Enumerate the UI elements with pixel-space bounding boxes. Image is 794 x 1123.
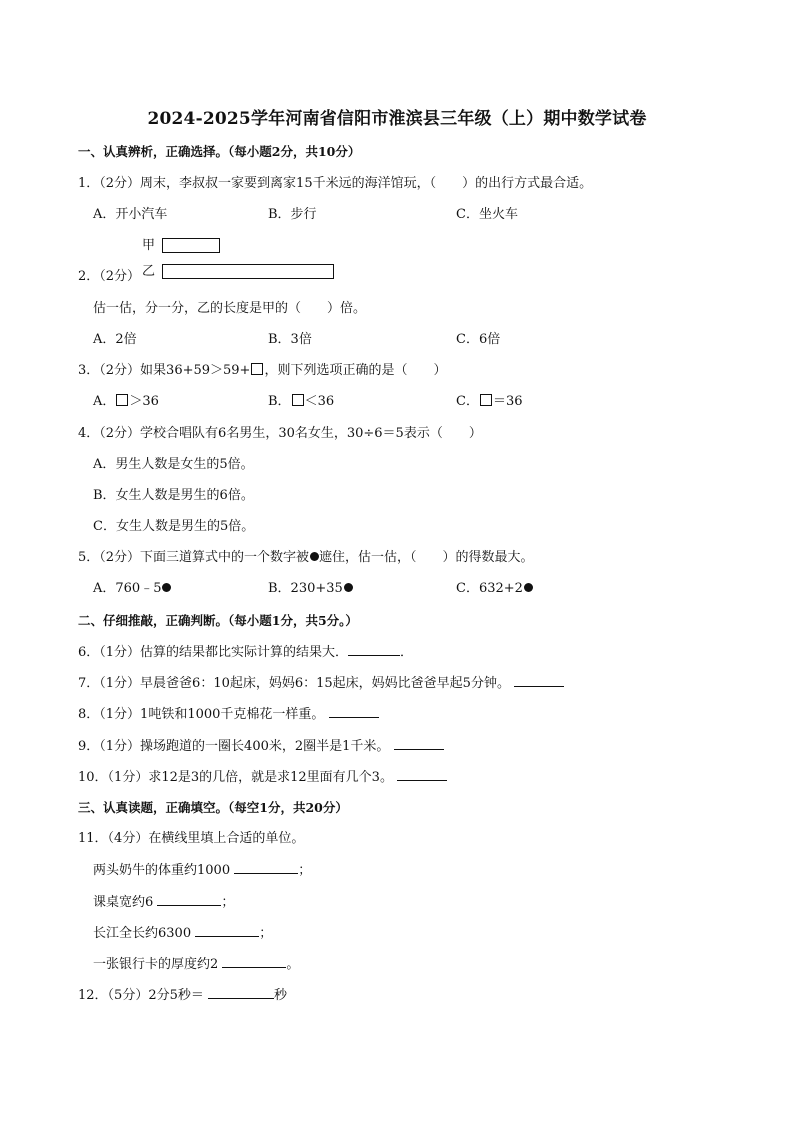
option-a-text: ＞36 [129,394,159,409]
question-11-line-1 [93,861,311,880]
option-b-text: B．230+35 [268,581,343,596]
end-mark: 。 [286,957,300,972]
question-3-option-b[interactable] [268,393,334,411]
question-7-text: 7．（1分）早晨爸爸6：10起床，妈妈6：15起床，妈妈比爸爸早起5分钟。 [78,676,510,691]
label-jia: 甲 [142,238,156,253]
bar-jia [162,238,220,253]
answer-blank[interactable] [208,986,274,999]
semicolon: ； [259,926,273,941]
box-icon [292,394,304,406]
answer-blank[interactable] [222,955,286,968]
question-3-stem [78,362,446,380]
answer-blank[interactable] [157,893,221,906]
question-3-stem-post: ，则下列选项正确的是（ ） [264,363,447,378]
section-2-heading: 二、仔细推敲，正确判断。（每小题1分，共5分。） [78,613,358,628]
option-a-prefix: A． [93,394,116,409]
question-4-option-c[interactable]: C．女生人数是男生的5倍。 [93,519,255,534]
filled-dot-icon [524,583,533,592]
question-12-text: 12．（5分）2分5秒＝ [78,988,204,1003]
question-3-option-a[interactable] [93,393,159,411]
question-11-line-3 [93,924,272,943]
option-b-text: ＜36 [304,394,335,409]
answer-blank[interactable] [514,674,564,687]
filled-dot-icon [344,583,353,592]
question-1-option-a[interactable]: A．开小汽车 [93,207,168,222]
question-8-text: 8．（1分）1吨铁和1000千克棉花一样重。 [78,707,325,722]
option-c-prefix: C． [456,394,479,409]
question-5-option-a[interactable] [93,580,171,598]
question-11-line-4 [93,955,299,974]
label-yi: 乙 [142,264,156,279]
line-3-text: 长江全长约6300 [93,926,192,941]
question-5-option-b[interactable] [268,580,353,598]
answer-blank[interactable] [348,643,400,656]
question-4-stem: 4．（2分）学校合唱队有6名男生，30名女生，30÷6＝5表示（ ） [78,426,482,441]
option-c-text: C．632+2 [456,581,523,596]
semicolon: ； [298,863,312,878]
question-1-option-b[interactable]: B．步行 [268,207,317,222]
question-2-number: 2．（2分） [78,269,141,284]
box-icon [480,394,492,406]
section-3-heading: 三、认真读题，正确填空。（每空1分，共20分） [78,800,348,815]
question-3-stem-pre: 3．（2分）如果36+59＞59+ [78,363,251,378]
question-11-stem: 11．（4分）在横线里填上合适的单位。 [78,831,305,846]
bar-yi [162,264,334,279]
question-3-option-c[interactable] [456,393,523,411]
answer-blank[interactable] [394,737,444,750]
semicolon: ； [221,895,235,910]
question-11-line-2 [93,893,234,912]
question-2-stem: 估一估，分一分，乙的长度是甲的（ ）倍。 [93,301,367,316]
box-icon [251,363,263,375]
page-title: 2024-2025学年河南省信阳市淮滨县三年级（上）期中数学试卷 [147,109,647,129]
period: ． [400,645,414,660]
question-4-option-b[interactable]: B．女生人数是男生的6倍。 [93,488,254,503]
question-10 [78,768,447,787]
unit-seconds: 秒 [274,988,288,1003]
question-6-text: 6．（1分）估算的结果都比实际计算的结果大． [78,645,349,660]
line-1-text: 两头奶牛的体重约1000 [93,863,231,878]
answer-blank[interactable] [397,768,447,781]
line-4-text: 一张银行卡的厚度约2 [93,957,219,972]
question-2-option-c[interactable]: C．6倍 [456,332,501,347]
answer-blank[interactable] [234,861,298,874]
answer-blank[interactable] [329,705,379,718]
question-5-stem-pre: 5．（2分）下面三道算式中的一个数字被 [78,550,310,565]
question-7 [78,674,564,693]
question-5-option-c[interactable] [456,580,533,598]
question-5-stem [78,549,534,567]
question-6 [78,643,413,662]
question-2-option-a[interactable]: A．2倍 [93,332,137,347]
filled-dot-icon [310,552,319,561]
option-c-text: ＝36 [492,394,523,409]
question-1-option-c[interactable]: C．坐火车 [456,207,518,222]
option-b-prefix: B． [268,394,291,409]
option-a-text: A．760﹣5 [93,581,162,596]
question-4-option-a[interactable]: A．男生人数是女生的5倍。 [93,457,254,472]
question-2-option-b[interactable]: B．3倍 [268,332,312,347]
section-1-heading: 一、认真辨析，正确选择。（每小题2分，共10分） [78,144,361,159]
box-icon [116,394,128,406]
question-1-stem: 1．（2分）周末，李叔叔一家要到离家15千米远的海洋馆玩，（ ）的出行方式最合适。 [78,176,593,191]
question-5-stem-post: 遮住，估一估，（ ）的得数最大。 [319,550,534,565]
question-9-text: 9．（1分）操场跑道的一圈长400米，2圈半是1千米。 [78,739,390,754]
question-12 [78,986,287,1005]
question-9 [78,737,444,756]
answer-blank[interactable] [195,924,259,937]
filled-dot-icon [162,583,171,592]
question-10-text: 10．（1分）求12是3的几倍，就是求12里面有几个3。 [78,770,393,785]
question-8 [78,705,379,724]
line-2-text: 课桌宽约6 [93,895,154,910]
